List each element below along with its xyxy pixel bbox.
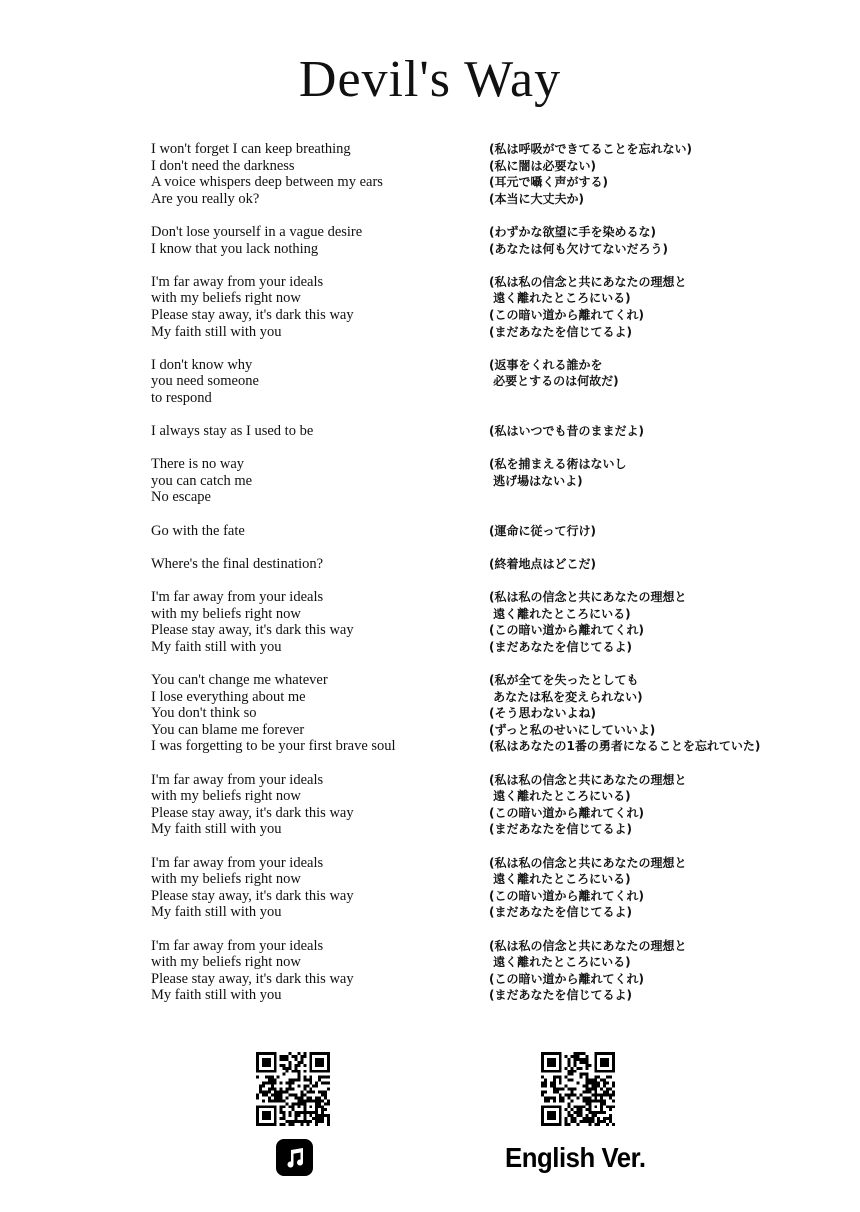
stanza (151, 523, 801, 540)
lyric-line: Please stay away, it's dark this way (151, 804, 354, 821)
lyric-line: I'm far away from your ideals (151, 854, 324, 871)
stanza (151, 224, 801, 257)
lyric-line: There is no way (151, 456, 245, 473)
translation-line: (まだあなたを信じてるよ) (489, 822, 632, 837)
translation-line: (私は私の信念と共にあなたの理想と (489, 772, 687, 787)
translation-line: (ずっと私のせいにしていいよ) (489, 722, 656, 737)
lyric-line: with my beliefs right now (151, 788, 301, 805)
lyric-line: with my beliefs right now (151, 605, 301, 622)
translation-line: (この暗い道から離れてくれ) (489, 623, 644, 638)
stanza (151, 357, 801, 407)
lyric-line: I don't need the darkness (151, 157, 295, 174)
translation-line: (返事をくれる誰かを (489, 357, 603, 372)
qr-code-icon[interactable] (541, 1052, 615, 1126)
lyric-line: you need someone (151, 373, 259, 390)
japanese-translation (489, 855, 801, 921)
lyric-line: My faith still with you (151, 323, 282, 340)
lyric-line: A voice whispers deep between my ears (151, 174, 383, 191)
english-lyrics (151, 855, 489, 921)
lyric-line: I know that you lack nothing (151, 240, 319, 257)
translation-line: (私は私の信念と共にあなたの理想と (489, 855, 687, 870)
japanese-translation (489, 556, 801, 573)
lyric-line: My faith still with you (151, 987, 282, 1004)
translation-line: (この暗い道から離れてくれ) (489, 307, 644, 322)
translation-line: (私はいつでも昔のままだよ) (489, 424, 644, 439)
lyric-line: I always stay as I used to be (151, 423, 314, 440)
translation-line: 遠く離れたところにいる) (489, 291, 631, 306)
lyric-line: Don't lose yourself in a vague desire (151, 223, 363, 240)
translation-line: (耳元で囁く声がする) (489, 175, 608, 190)
english-lyrics (151, 456, 489, 506)
lyric-line: I'm far away from your ideals (151, 771, 324, 788)
translation-line: (私が全てを失ったとしても (489, 673, 639, 687)
translation-line: (まだあなたを信じてるよ) (489, 988, 632, 1003)
english-lyrics (151, 938, 489, 1004)
stanza (151, 456, 801, 506)
translation-line: (この暗い道から離れてくれ) (489, 805, 644, 820)
stanza (151, 556, 801, 573)
music-note-icon[interactable] (276, 1139, 313, 1176)
translation-line: (私は私の信念と共にあなたの理想と (489, 590, 687, 605)
lyric-line: Please stay away, it's dark this way (151, 306, 354, 323)
lyric-line: you can catch me (151, 472, 253, 489)
english-lyrics (151, 224, 489, 257)
lyric-line: I'm far away from your ideals (151, 589, 324, 606)
translation-line: (まだあなたを信じてるよ) (489, 324, 632, 339)
translation-line: (まだあなたを信じてるよ) (489, 639, 632, 654)
lyric-line: Are you really ok? (151, 190, 260, 207)
english-lyrics (151, 357, 489, 407)
stanza (151, 672, 801, 755)
lyric-line: You can blame me forever (151, 721, 305, 738)
lyric-line: to respond (151, 389, 212, 406)
translation-line: 必要とするのは何故だ) (489, 374, 619, 389)
english-version-label[interactable]: English Ver. (505, 1142, 646, 1173)
translation-line: (まだあなたを信じてるよ) (489, 905, 632, 920)
stanza (151, 141, 801, 207)
japanese-translation (489, 772, 801, 838)
lyric-line: No escape (151, 489, 211, 506)
stanza (151, 772, 801, 838)
translation-line: (私に闇は必要ない) (489, 158, 596, 173)
lyric-line: with my beliefs right now (151, 871, 301, 888)
english-lyrics (151, 556, 489, 573)
translation-line: (私を捕まえる術はないし (489, 457, 627, 472)
lyric-line: You can't change me whatever (151, 672, 328, 688)
stanza (151, 855, 801, 921)
japanese-translation (489, 456, 801, 506)
lyric-line: I lose everything about me (151, 688, 306, 705)
translation-line: (私はあなたの1番の勇者になることを忘れていた) (489, 739, 761, 754)
lyric-line: My faith still with you (151, 904, 282, 921)
stanza (151, 274, 801, 340)
translation-line: (本当に大丈夫か) (489, 191, 584, 206)
translation-line: あなたは私を変えられない) (489, 689, 643, 704)
translation-line: (この暗い道から離れてくれ) (489, 971, 644, 986)
english-lyrics (151, 772, 489, 838)
lyric-line: with my beliefs right now (151, 954, 301, 971)
lyric-line: I don't know why (151, 356, 253, 373)
japanese-translation (489, 357, 801, 407)
japanese-translation (489, 672, 801, 755)
song-title: Devil's Way (298, 51, 562, 108)
english-lyrics (151, 589, 489, 655)
lyric-line: with my beliefs right now (151, 290, 301, 307)
translation-line: (終着地点はどこだ) (489, 556, 596, 571)
stanza (151, 423, 801, 440)
japanese-translation (489, 523, 801, 540)
stanza (151, 589, 801, 655)
japanese-translation (489, 274, 801, 340)
translation-line: (わずかな欲望に手を染めるな) (489, 224, 656, 239)
japanese-translation (489, 423, 801, 440)
lyric-line: My faith still with you (151, 638, 282, 655)
lyric-line: You don't think so (151, 705, 257, 722)
translation-line: 遠く離れたところにいる) (489, 872, 631, 887)
qr-code-icon[interactable] (256, 1052, 330, 1126)
japanese-translation (489, 224, 801, 257)
lyric-line: I'm far away from your ideals (151, 937, 324, 954)
english-lyrics (151, 672, 489, 755)
translation-line: (私は私の信念と共にあなたの理想と (489, 938, 687, 953)
lyrics-body (151, 141, 801, 1020)
english-lyrics (151, 141, 489, 207)
lyric-line: Please stay away, it's dark this way (151, 887, 354, 904)
stanza (151, 938, 801, 1004)
lyric-line: Where's the final destination? (151, 555, 324, 572)
english-lyrics (151, 523, 489, 540)
translation-line: 遠く離れたところにいる) (489, 789, 631, 804)
translation-line: (そう思わないよね) (489, 706, 596, 721)
japanese-translation (489, 141, 801, 207)
lyric-line: Please stay away, it's dark this way (151, 622, 354, 639)
translation-line: (運命に従って行け) (489, 523, 596, 538)
lyric-line: Please stay away, it's dark this way (151, 970, 354, 987)
lyric-line: I won't forget I can keep breathing (151, 141, 351, 157)
japanese-translation (489, 938, 801, 1004)
translation-line: (この暗い道から離れてくれ) (489, 888, 644, 903)
translation-line: 遠く離れたところにいる) (489, 606, 631, 621)
english-lyrics (151, 423, 489, 440)
lyric-line: I'm far away from your ideals (151, 273, 324, 290)
translation-line: (私は私の信念と共にあなたの理想と (489, 274, 687, 289)
translation-line: (私は呼吸ができてることを忘れない) (489, 142, 692, 156)
lyric-line: My faith still with you (151, 821, 282, 838)
english-lyrics (151, 274, 489, 340)
translation-line: (あなたは何も欠けてないだろう) (489, 241, 668, 256)
lyric-line: Go with the fate (151, 522, 245, 539)
lyric-line: I was forgetting to be your first brave soul (151, 738, 396, 755)
translation-line: 遠く離れたところにいる) (489, 955, 631, 970)
translation-line: 逃げ場はないよ) (489, 473, 583, 488)
japanese-translation (489, 589, 801, 655)
